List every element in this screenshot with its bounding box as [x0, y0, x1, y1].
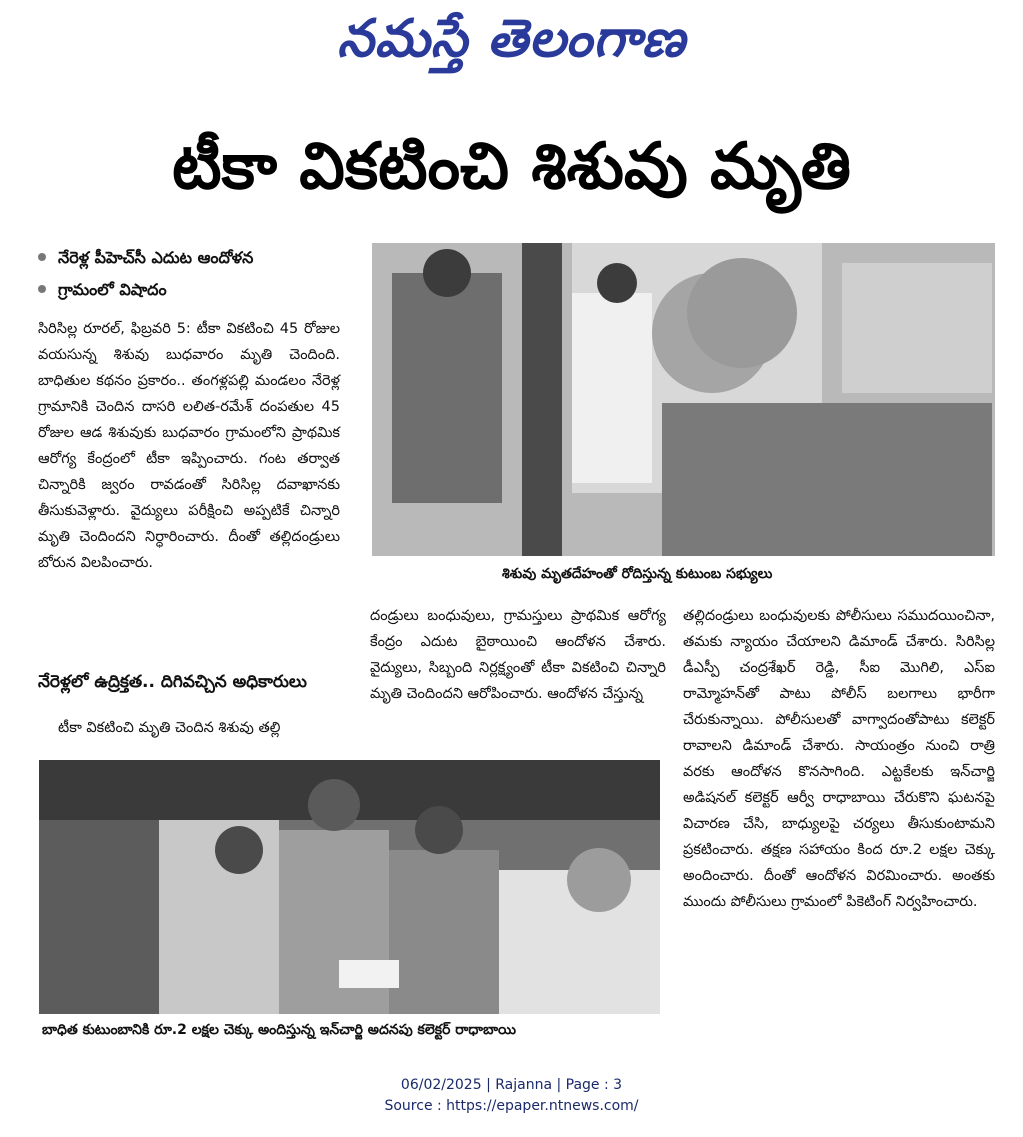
bullet-item [38, 274, 338, 306]
photo-cheque-handover-image [39, 760, 660, 1014]
summary-bullets [38, 242, 338, 306]
photo-cheque-handover [39, 760, 660, 1014]
masthead-logo: నమస్తే తెలంగాణ [337, 8, 686, 69]
footer-dateline: 06/02/2025 | Rajanna | Page : 3 [400, 1077, 623, 1093]
photo-family-mourning-image [372, 243, 995, 556]
bullet-dot-icon [38, 285, 46, 293]
subheading: నేరెళ్లలో ఉద్రిక్తత.. దిగివచ్చిన అధికారులు [38, 672, 307, 692]
article-paragraph: టీకా వికటించి మృతి చెందిన శిశువు తల్లి [58, 720, 281, 736]
photo-caption-2: బాధిత కుటుంబానికి రూ.2 లక్షల చెక్కు అందిస్తున్న ఇన్‌చార్జి అదనపు కలెక్టర్‌ రాధాబాయి [42, 1022, 516, 1038]
article-paragraph: తల్లిదండ్రులు బంధువులకు పోలీసులు సముదయించినా, తమకు న్యాయం చేయాలని డిమాండ్‌ చేశారు. సిరిసిల్ల డీఎస్పీ చంద్రశేఖర్‌ రెడ్డి, సీఐ మొగిలి, ఎస్‌ఐ రామ్మోహన్‌తో పాటు పోలీస్‌ బలగాలు భారీగా చేరుకున్నాయి. పోలీసులతో వాగ్వాదంతోపాటు కలెక్టర్‌ రావాలని డిమాండ్‌ చేశారు. సాయంత్రం నుంచి రాత్రి వరకు ఆందోళన కొనసాగింది. ఎట్టకేలకు ఇన్‌చార్జి అడిషనల్‌ కలెక్టర్‌ ఆర్వీ రాధాబాయి చేరుకొని ఘటనపై విచారణ చేసి, బాధ్యులపై చర్యలు తీసుకుంటామని ప్రకటించారు. తక్షణ సహాయం కింద రూ.2 లక్షల చెక్కు అందించారు. దీంతో ఆందోళన విరమించారు. అంతకు ముందు పోలీసులు గ్రామంలో పికెటింగ్‌ నిర్వహించారు. [683, 608, 995, 910]
article-column-1-tail [58, 715, 340, 743]
bullet-text: గ్రామంలో విషాదం [58, 280, 167, 299]
footer-source: Source : https://epaper.ntnews.com/ [384, 1098, 639, 1114]
bullet-dot-icon [38, 253, 46, 261]
article-paragraph: దండ్రులు బంధువులు, గ్రామస్తులు ప్రాథమిక ఆరోగ్య కేంద్రం ఎదుట బైఠాయించి ఆందోళన చేశారు. వైద్యులు, సిబ్బంది నిర్లక్ష్యంతో టీకా వికటించి చిన్నారి మృతి చెందిందని ఆరోపించారు. ఆందోళన చేస్తున్న [370, 608, 666, 702]
headline: టీకా వికటించి శిశువు మృతి [172, 130, 851, 204]
article-column-2 [370, 603, 666, 748]
article-column-1 [38, 316, 340, 658]
photo-caption-1: శిశువు మృతదేహంతో రోదిస్తున్న కుటుంబ సభ్యులు [502, 566, 773, 582]
article-paragraph: సిరిసిల్ల రూరల్‌, ఫిబ్రవరి 5: టీకా వికటించి 45 రోజుల వయసున్న శిశువు బుధవారం మృతి చెందింది. బాధితుల కథనం ప్రకారం.. తంగళ్లపల్లి మండలం నేరెళ్ల గ్రామానికి చెందిన దాసరి లలిత-రమేశ్‌ దంపతుల 45 రోజుల ఆడ శిశువుకు బుధవారం గ్రామంలోని ప్రాథమిక ఆరోగ్య కేంద్రంలో టీకా ఇప్పించారు. గంట తర్వాత చిన్నారికి జ్వరం రావడంతో సిరిసిల్ల దవాఖానకు తీసుకువెళ్లారు. వైద్యులు పరీక్షించి అప్పటికే చిన్నారి మృతి చెందిందని నిర్ధారించారు. దీంతో తల్లిదండ్రులు బోరున విలపించారు. [38, 321, 340, 571]
photo-family-mourning [372, 243, 995, 556]
article-column-3 [683, 603, 995, 1053]
bullet-text: నేరెళ్ల పీహెచ్‌సీ ఎదుట ఆందోళన [58, 248, 254, 267]
bullet-item [38, 242, 338, 274]
